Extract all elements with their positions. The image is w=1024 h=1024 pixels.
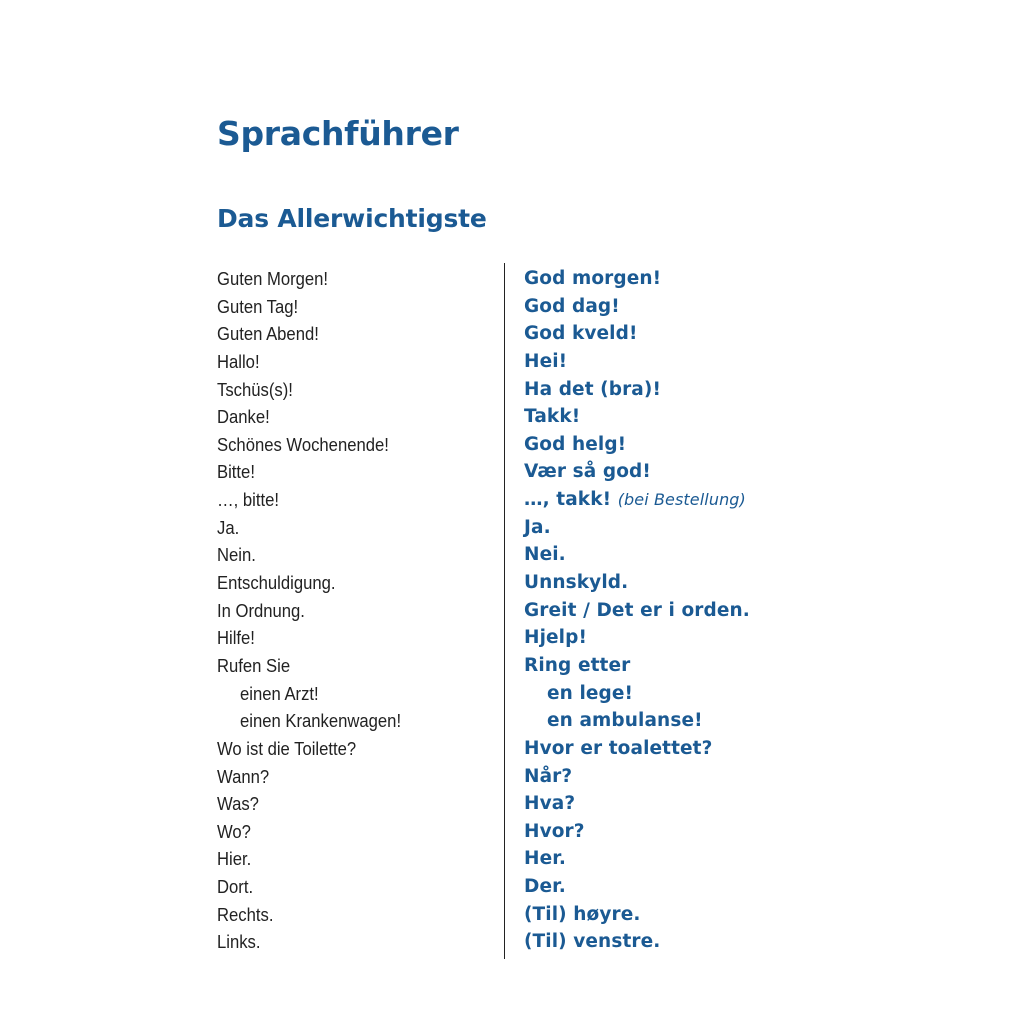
german-phrase: Tschüs(s)! <box>217 378 293 400</box>
norwegian-phrase: Nei. <box>524 544 566 566</box>
norwegian-phrase-text: …, takk! <box>524 489 612 511</box>
norwegian-phrase: Ha det (bra)! <box>524 378 661 400</box>
phrase-row-toilette <box>0 735 1024 763</box>
norwegian-phrase: Ja. <box>524 516 551 538</box>
usage-note: (bei Bestellung) <box>617 490 746 510</box>
german-phrase: Bitte! <box>217 461 255 483</box>
norwegian-phrase: Ring etter <box>524 654 631 676</box>
phrase-row-bestellung <box>0 486 1024 514</box>
phrase-row-rufen-sie <box>0 652 1024 680</box>
norwegian-phrase: en lege! <box>547 682 634 704</box>
norwegian-phrase: Takk! <box>524 406 581 428</box>
german-phrase: Schönes Wochenende! <box>217 433 389 455</box>
norwegian-phrase: Der. <box>524 876 566 898</box>
german-phrase: Was? <box>217 793 259 815</box>
phrase-row-bitte <box>0 458 1024 486</box>
german-phrase: Ja. <box>217 516 240 538</box>
norwegian-phrase: God dag! <box>524 295 620 317</box>
phrase-row-ja <box>0 514 1024 542</box>
german-phrase: einen Krankenwagen! <box>240 710 402 732</box>
phrase-row-tschuess <box>0 376 1024 404</box>
phrase-row-hier <box>0 845 1024 873</box>
norwegian-phrase: God kveld! <box>524 323 638 345</box>
norwegian-phrase: God helg! <box>524 433 627 455</box>
phrase-row-rechts <box>0 901 1024 929</box>
german-phrase: …, bitte! <box>217 489 280 511</box>
german-phrase: Hallo! <box>217 350 260 372</box>
phrase-row-krankenwagen <box>0 707 1024 735</box>
phrase-row-nein <box>0 541 1024 569</box>
german-phrase: Guten Morgen! <box>217 268 329 289</box>
norwegian-phrase: Hjelp! <box>524 627 587 649</box>
norwegian-phrase: Unnskyld. <box>524 572 629 594</box>
norwegian-phrase: Vær så god! <box>524 461 651 483</box>
norwegian-phrase: Her. <box>524 848 566 870</box>
phrase-row-guten-abend <box>0 320 1024 348</box>
german-phrase: Wann? <box>217 765 270 787</box>
norwegian-phrase: Hvor? <box>524 820 585 842</box>
phrase-row-was <box>0 790 1024 818</box>
norwegian-phrase: (Til) høyre. <box>524 903 641 925</box>
phrase-row-hilfe <box>0 624 1024 652</box>
german-phrase: Wo ist die Toilette? <box>217 737 357 759</box>
norwegian-phrase: Hei! <box>524 350 568 372</box>
norwegian-phrase: Greit / Det er i orden. <box>524 599 750 621</box>
german-phrase: Rechts. <box>217 903 274 925</box>
german-phrase: Rufen Sie <box>217 654 291 676</box>
phrase-row-in-ordnung <box>0 597 1024 625</box>
phrase-row-links <box>0 928 1024 956</box>
german-phrase: Guten Abend! <box>217 323 319 345</box>
norwegian-phrase: en ambulanse! <box>547 710 703 732</box>
german-phrase: Hilfe! <box>217 627 255 649</box>
phrase-row-arzt <box>0 680 1024 708</box>
phrase-row-hallo <box>0 348 1024 376</box>
german-phrase: Dort. <box>217 876 254 898</box>
german-phrase: Entschuldigung. <box>217 572 336 594</box>
german-phrase: einen Arzt! <box>240 682 319 704</box>
phrase-row-dort <box>0 873 1024 901</box>
norwegian-phrase: Hvor er toalettet? <box>524 737 713 759</box>
norwegian-phrase: Hva? <box>524 793 576 815</box>
norwegian-phrase: (Til) venstre. <box>524 931 661 953</box>
phrase-row-wochenende <box>0 431 1024 459</box>
german-phrase: Danke! <box>217 406 270 428</box>
phrase-row-guten-morgen <box>0 265 1024 293</box>
german-phrase: Nein. <box>217 544 256 566</box>
german-phrase: Hier. <box>217 848 252 870</box>
norwegian-phrase: Når? <box>524 765 573 787</box>
phrase-row-wann <box>0 763 1024 791</box>
phrase-row-entschuldigung <box>0 569 1024 597</box>
german-phrase: Links. <box>217 931 261 953</box>
norwegian-phrase: God morgen! <box>524 268 662 289</box>
german-phrase: Wo? <box>217 820 251 842</box>
german-phrase: In Ordnung. <box>217 599 305 621</box>
phrase-row-wo <box>0 818 1024 846</box>
phrase-list <box>0 265 1024 956</box>
norwegian-phrase <box>524 486 746 513</box>
section-title: Das Allerwichtigste <box>217 204 487 233</box>
phrase-row-guten-tag <box>0 293 1024 321</box>
page-title: Sprachführer <box>217 114 459 153</box>
phrase-row-danke <box>0 403 1024 431</box>
german-phrase: Guten Tag! <box>217 295 299 317</box>
